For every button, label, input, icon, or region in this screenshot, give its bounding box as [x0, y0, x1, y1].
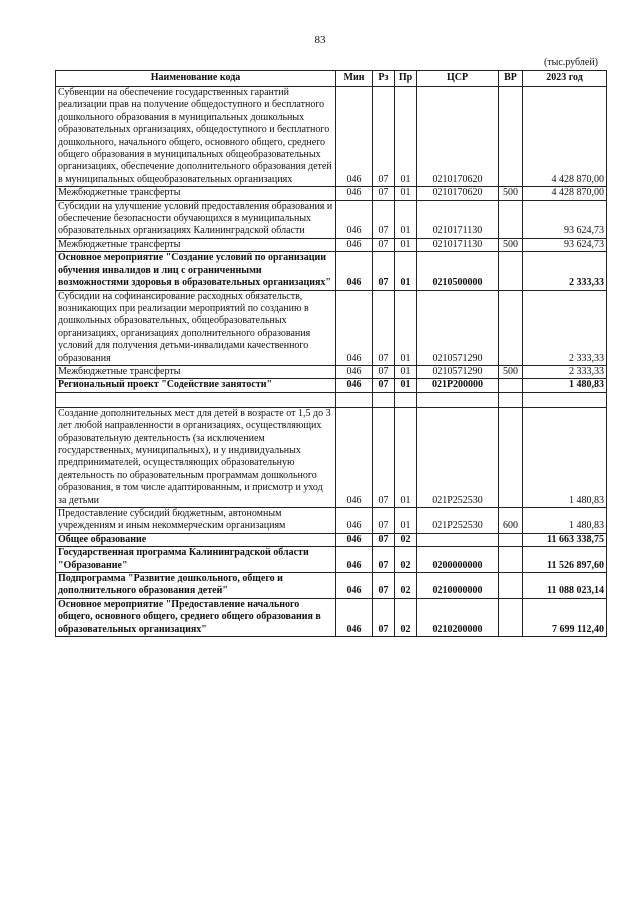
row-min: 046	[336, 87, 373, 187]
spacer-cell	[56, 392, 336, 407]
row-csr: 0210171130	[417, 238, 499, 251]
table-row	[56, 598, 607, 636]
row-name: Региональный проект "Содействие занятости"	[56, 379, 336, 392]
row-vr: 500	[499, 365, 523, 378]
header-min: Мин	[336, 71, 373, 87]
row-pr: 01	[395, 187, 417, 200]
row-amount: 7 699 112,40	[523, 598, 607, 636]
row-rz: 07	[373, 238, 395, 251]
table-row	[56, 87, 607, 187]
row-csr: 021Р252530	[417, 508, 499, 534]
table-row	[56, 547, 607, 573]
row-csr: 0200000000	[417, 547, 499, 573]
row-min: 046	[336, 187, 373, 200]
row-vr	[499, 290, 523, 365]
row-amount: 11 526 897,60	[523, 547, 607, 573]
row-vr	[499, 533, 523, 546]
spacer-cell	[395, 392, 417, 407]
row-name: Межбюджетные трансферты	[56, 238, 336, 251]
row-name: Субсидии на софинансирование расходных обязательств, возникающих при реализации мероприятий по созданию в дошкольных образовательных, общеобразовательных организациях, организациях дополнительного образования условий для получения детьми-инвалидами качественного образования	[56, 290, 336, 365]
row-amount: 93 624,73	[523, 238, 607, 251]
row-rz: 07	[373, 547, 395, 573]
row-pr: 01	[395, 87, 417, 187]
row-vr	[499, 252, 523, 290]
row-amount: 93 624,73	[523, 200, 607, 238]
row-min: 046	[336, 598, 373, 636]
row-name: Субвенции на обеспечение государственных гарантий реализации прав на получение общедоступного и бесплатного дошкольного образования в муниципальных дошкольных образовательных организациях, общедоступного и бесплатного дошкольного, начального общего, основного общего, среднего общего образования в муниципальных общеобразовательных организациях, обеспечение дополнительного образования детей в муниципальных общеобразовательных организациях	[56, 87, 336, 187]
row-vr	[499, 200, 523, 238]
table-row	[56, 407, 607, 507]
row-amount: 11 088 023,14	[523, 573, 607, 599]
table-header-row	[56, 71, 607, 87]
spacer-cell	[499, 392, 523, 407]
row-rz: 07	[373, 508, 395, 534]
row-pr: 01	[395, 379, 417, 392]
row-name: Государственная программа Калининградской области "Образование"	[56, 547, 336, 573]
row-min: 046	[336, 573, 373, 599]
row-csr: 0210571290	[417, 365, 499, 378]
row-csr: 0210170620	[417, 187, 499, 200]
row-csr: 0210500000	[417, 252, 499, 290]
row-pr: 01	[395, 508, 417, 534]
row-vr: 600	[499, 508, 523, 534]
row-amount: 2 333,33	[523, 252, 607, 290]
header-vr: ВР	[499, 71, 523, 87]
header-csr: ЦСР	[417, 71, 499, 87]
spacer-row	[56, 392, 607, 407]
header-name: Наименование кода	[56, 71, 336, 87]
row-pr: 02	[395, 533, 417, 546]
row-rz: 07	[373, 598, 395, 636]
row-min: 046	[336, 407, 373, 507]
row-name: Общее образование	[56, 533, 336, 546]
row-pr: 01	[395, 238, 417, 251]
row-vr: 500	[499, 238, 523, 251]
row-name: Основное мероприятие "Предоставление начального общего, основного общего, среднего общего образования в образовательных организациях"	[56, 598, 336, 636]
table-row	[56, 187, 607, 200]
row-min: 046	[336, 252, 373, 290]
row-csr: 0210200000	[417, 598, 499, 636]
row-rz: 07	[373, 200, 395, 238]
row-rz: 07	[373, 290, 395, 365]
row-vr	[499, 598, 523, 636]
row-amount: 11 663 338,75	[523, 533, 607, 546]
table-row	[56, 290, 607, 365]
row-rz: 07	[373, 252, 395, 290]
table-row	[56, 379, 607, 392]
page-number: 83	[314, 34, 326, 46]
units-label: (тыс.рублей)	[543, 57, 598, 68]
spacer-cell	[417, 392, 499, 407]
row-rz: 07	[373, 379, 395, 392]
row-min: 046	[336, 533, 373, 546]
table-row	[56, 238, 607, 251]
budget-table	[55, 70, 607, 637]
row-rz: 07	[373, 573, 395, 599]
table-row	[56, 573, 607, 599]
row-csr: 0210170620	[417, 87, 499, 187]
row-min: 046	[336, 290, 373, 365]
row-min: 046	[336, 200, 373, 238]
row-rz: 07	[373, 87, 395, 187]
row-pr: 02	[395, 547, 417, 573]
row-amount: 2 333,33	[523, 290, 607, 365]
header-pr: Пр	[395, 71, 417, 87]
row-name: Субсидии на улучшение условий предоставления образования и обеспечение безопасности обучающихся в муниципальных образовательных организациях Калининградской области	[56, 200, 336, 238]
row-rz: 07	[373, 365, 395, 378]
row-min: 046	[336, 547, 373, 573]
row-rz: 07	[373, 407, 395, 507]
row-vr	[499, 573, 523, 599]
row-name: Создание дополнительных мест для детей в возрасте от 1,5 до 3 лет любой направленности в организациях, осуществляющих образовательную деятельность (за исключением государственных, муниципальных), и у индивидуальных предпринимателей, осуществляющих образовательную деятельность по образовательным программам дошкольного образования, в том числе адаптированным, и присмотр и уход за детьми	[56, 407, 336, 507]
row-csr	[417, 533, 499, 546]
row-name: Подпрограмма "Развитие дошкольного, общего и дополнительного образования детей"	[56, 573, 336, 599]
row-pr: 01	[395, 290, 417, 365]
row-vr	[499, 379, 523, 392]
row-amount: 1 480,83	[523, 508, 607, 534]
row-pr: 01	[395, 407, 417, 507]
row-amount: 4 428 870,00	[523, 87, 607, 187]
row-pr: 01	[395, 252, 417, 290]
table-row	[56, 365, 607, 378]
row-csr: 0210000000	[417, 573, 499, 599]
spacer-cell	[523, 392, 607, 407]
row-vr	[499, 547, 523, 573]
row-vr: 500	[499, 187, 523, 200]
row-name: Основное мероприятие "Создание условий по организации обучения инвалидов и лиц с ограниченными возможностями здоровья в образовательных организациях"	[56, 252, 336, 290]
row-name: Межбюджетные трансферты	[56, 365, 336, 378]
row-pr: 02	[395, 598, 417, 636]
row-rz: 07	[373, 533, 395, 546]
header-amount: 2023 год	[523, 71, 607, 87]
table-row	[56, 533, 607, 546]
row-min: 046	[336, 379, 373, 392]
row-amount: 1 480,83	[523, 379, 607, 392]
row-csr: 021Р200000	[417, 379, 499, 392]
row-vr	[499, 407, 523, 507]
row-name: Межбюджетные трансферты	[56, 187, 336, 200]
row-vr	[499, 87, 523, 187]
row-pr: 02	[395, 573, 417, 599]
table-row	[56, 200, 607, 238]
row-csr: 0210571290	[417, 290, 499, 365]
table-row	[56, 252, 607, 290]
row-pr: 01	[395, 365, 417, 378]
row-rz: 07	[373, 187, 395, 200]
row-min: 046	[336, 508, 373, 534]
row-csr: 021Р252530	[417, 407, 499, 507]
row-amount: 2 333,33	[523, 365, 607, 378]
row-name: Предоставление субсидий бюджетным, автономным учреждениям и иным некоммерческим организациям	[56, 508, 336, 534]
row-min: 046	[336, 365, 373, 378]
row-csr: 0210171130	[417, 200, 499, 238]
spacer-cell	[336, 392, 373, 407]
spacer-cell	[373, 392, 395, 407]
header-rz: Рз	[373, 71, 395, 87]
row-amount: 4 428 870,00	[523, 187, 607, 200]
row-min: 046	[336, 238, 373, 251]
row-amount: 1 480,83	[523, 407, 607, 507]
row-pr: 01	[395, 200, 417, 238]
table-row	[56, 508, 607, 534]
